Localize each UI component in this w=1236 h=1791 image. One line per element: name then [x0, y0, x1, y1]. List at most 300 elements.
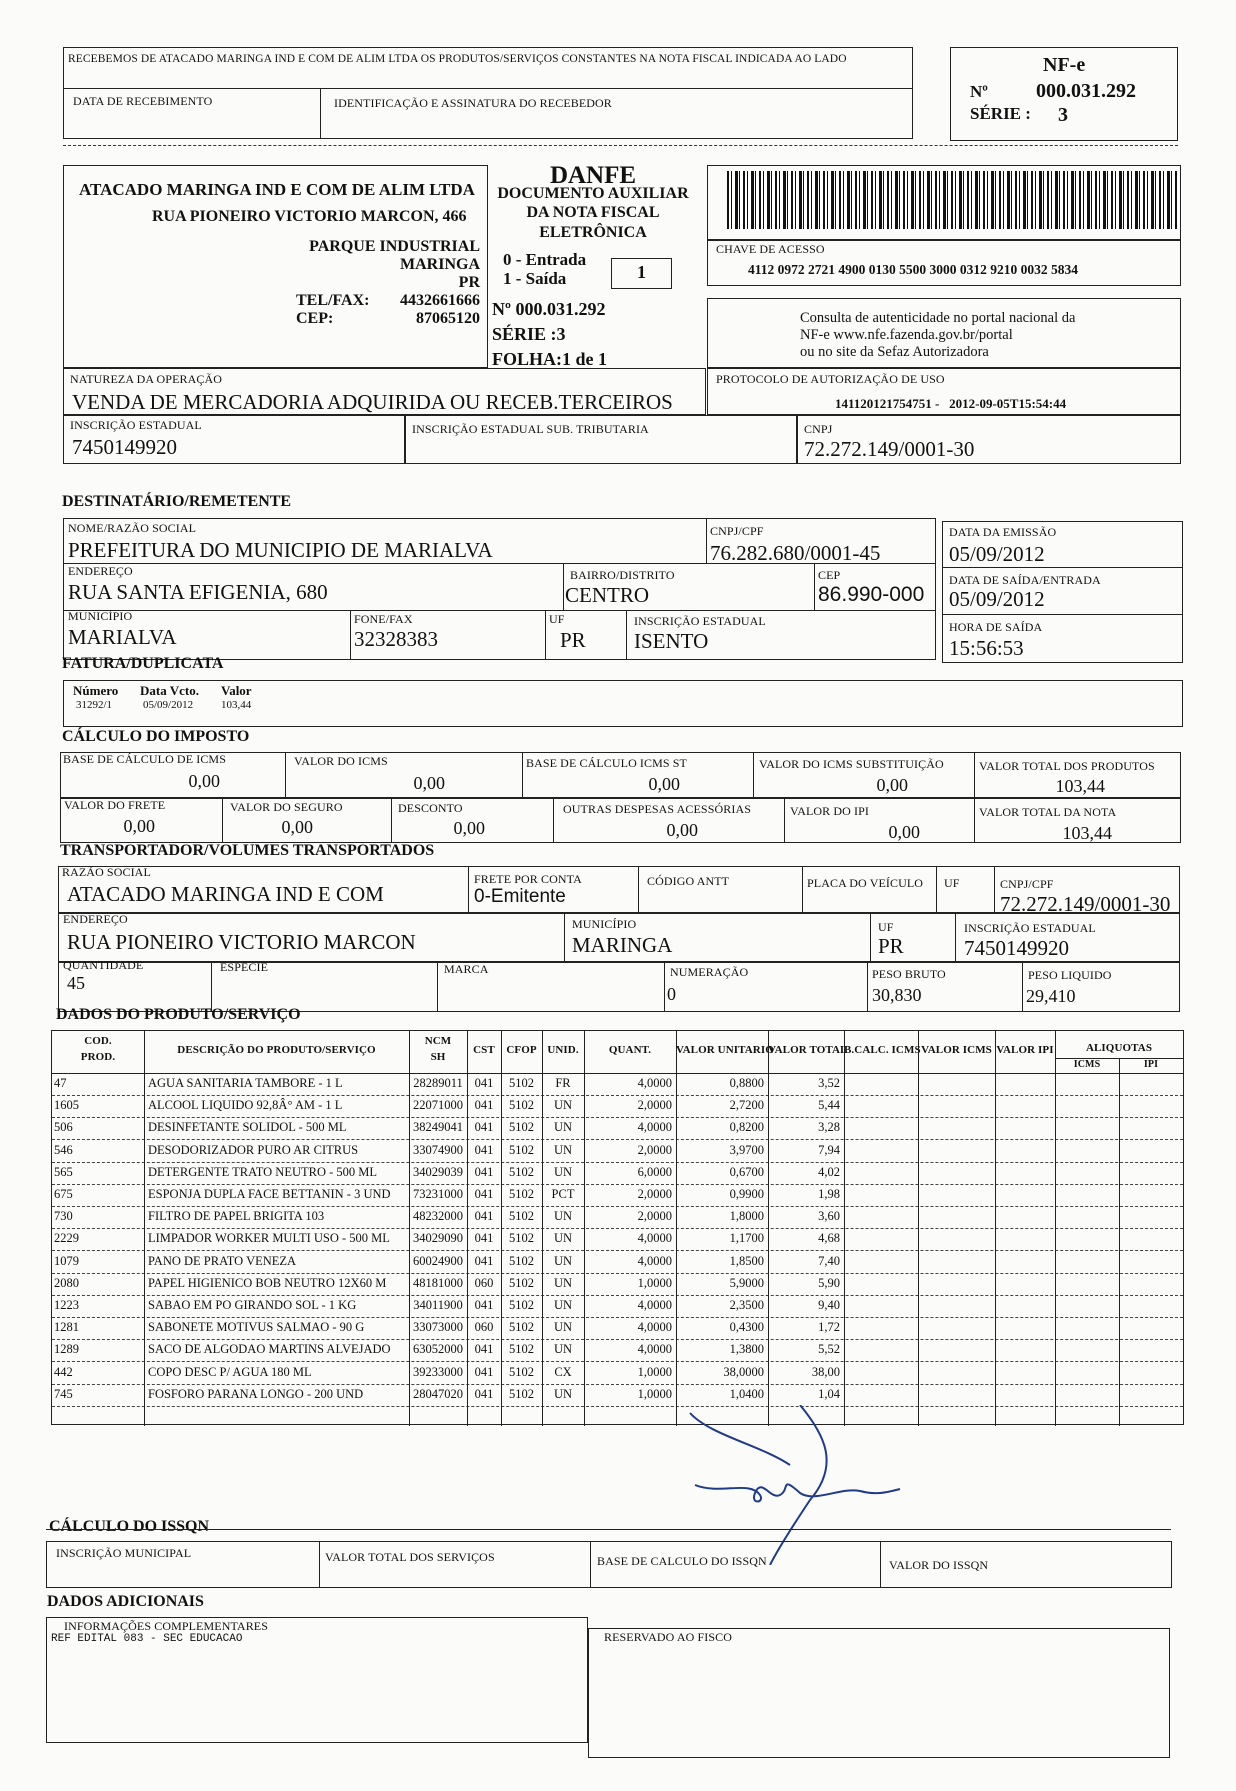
dest-bairro-label: BAIRRO/DISTRITO — [570, 568, 675, 582]
cell-desc: SABAO EM PO GIRANDO SOL - 1 KG — [148, 1298, 357, 1312]
ipi-label: VALOR DO IPI — [790, 804, 869, 818]
cell-desc: DESINFETANTE SOLIDOL - 500 ML — [148, 1120, 347, 1135]
cell-ncm: 63052000 — [413, 1342, 463, 1357]
base-st: 0,00 — [648, 774, 680, 794]
transp-liquido-label: PESO LIQUIDO — [1028, 968, 1112, 982]
fatura-valor: 103,44 — [221, 699, 252, 711]
cell-cst: 060 — [474, 1275, 494, 1290]
cell-cfop: 5102 — [509, 1253, 534, 1268]
cell-vunit: 2,3500 — [729, 1298, 764, 1312]
table-row — [52, 1118, 1183, 1140]
imposto-section: CÁLCULO DO IMPOSTO — [62, 728, 250, 745]
col-ncm-header: NCM — [424, 1035, 452, 1047]
cell-cod: 1605 — [54, 1098, 79, 1113]
cell-cod: 442 — [54, 1364, 73, 1379]
cell-ncm: 34011900 — [413, 1298, 463, 1312]
table-row — [52, 1141, 1183, 1163]
assinatura-field[interactable] — [323, 110, 911, 137]
cell-ncm: 60024900 — [413, 1253, 463, 1268]
desconto: 0,00 — [453, 818, 485, 838]
emitente-cidade: MARINGA — [400, 256, 480, 273]
consulta-line2: NF-e www.nfe.fazenda.gov.br/portal — [800, 327, 1013, 343]
cell-cst: 041 — [474, 1386, 494, 1401]
frete: 0,00 — [123, 816, 155, 836]
info-label: INFORMAÇÕES COMPLEMENTARES — [64, 1619, 268, 1633]
cell-cod: 1281 — [54, 1320, 79, 1335]
transp-cnpj: 72.272.149/0001-30 — [1000, 892, 1171, 916]
cell-cst: 041 — [474, 1098, 494, 1113]
canhoto-numero: 000.031.292 — [1036, 80, 1136, 102]
fatura-section: FATURA/DUPLICATA — [62, 655, 224, 672]
cell-cfop: 5102 — [509, 1209, 534, 1224]
cell-vunit: 1,1700 — [729, 1231, 764, 1246]
cell-cfop: 5102 — [509, 1164, 534, 1179]
cell-unid: UN — [553, 1386, 573, 1401]
cell-cod: 2080 — [54, 1275, 79, 1290]
transp-especie-label: ESPÉCIE — [220, 960, 269, 974]
cell-vunit: 3,9700 — [729, 1142, 764, 1157]
danfe-title: DANFE — [549, 162, 637, 189]
cell-vunit: 2,7200 — [729, 1098, 764, 1113]
cell-cfop: 5102 — [509, 1098, 534, 1113]
dest-uf: PR — [560, 628, 586, 652]
col-sh-header: SH — [430, 1051, 446, 1063]
total-prod: 103,44 — [1055, 776, 1105, 796]
cell-cst: 041 — [474, 1298, 494, 1312]
dest-fone-label: FONE/FAX — [354, 612, 413, 626]
cell-vtotal: 1,04 — [818, 1386, 840, 1401]
cell-desc: PANO DE PRATO VENEZA — [148, 1253, 297, 1268]
cell-unid: UN — [553, 1142, 573, 1157]
cell-vunit: 0,9900 — [729, 1187, 764, 1201]
cell-quant: 2,0000 — [637, 1187, 672, 1201]
col-vipi-header: VALOR IPI — [996, 1044, 1054, 1056]
cell-desc: ESPONJA DUPLA FACE BETTANIN - 3 UND — [148, 1187, 391, 1201]
cell-ncm: 28047020 — [413, 1386, 463, 1401]
chave-value: 4112 0972 2721 4900 0130 5500 3000 0312 9210 0032 5834 — [748, 262, 1079, 277]
cell-vtotal: 5,90 — [818, 1275, 840, 1290]
issqn-im-label: INSCRIÇÃO MUNICIPAL — [56, 1546, 192, 1560]
transp-bruto: 30,830 — [872, 985, 922, 1005]
chave-label: CHAVE DE ACESSO — [716, 242, 825, 256]
cell-cfop: 5102 — [509, 1320, 534, 1335]
cell-cod: 1289 — [54, 1342, 79, 1357]
cell-quant: 6,0000 — [637, 1164, 672, 1179]
ie-value: 7450149920 — [72, 435, 177, 459]
transp-frete-label: FRETE POR CONTA — [474, 872, 582, 886]
transp-qtd-label: QUANTIDADE — [63, 958, 144, 972]
ie-label: INSCRIÇÃO ESTADUAL — [70, 418, 202, 432]
cell-unid: FR — [555, 1076, 571, 1090]
col-cod-header: COD. — [84, 1035, 112, 1047]
icms-subst: 0,00 — [876, 775, 908, 795]
cell-cst: 041 — [474, 1164, 494, 1179]
danfe-sub1: DOCUMENTO AUXILIAR — [497, 185, 689, 202]
transp-bruto-label: PESO BRUTO — [872, 967, 946, 981]
emitente-cep: 87065120 — [416, 310, 480, 327]
table-row — [52, 1296, 1183, 1318]
cell-cfop: 5102 — [509, 1142, 534, 1157]
base-icms: 0,00 — [188, 771, 220, 791]
cell-unid: UN — [553, 1164, 573, 1179]
dest-saida: 05/09/2012 — [949, 587, 1045, 611]
cell-unid: UN — [553, 1275, 573, 1290]
cell-quant: 2,0000 — [637, 1098, 672, 1113]
dest-municipio: MARIALVA — [68, 625, 177, 649]
dest-cep-label: CEP — [818, 568, 841, 582]
cell-quant: 4,0000 — [637, 1076, 672, 1090]
cell-cst: 041 — [474, 1076, 494, 1090]
produtos-section: DADOS DO PRODUTO/SERVIÇO — [56, 1006, 301, 1023]
protocolo-label: PROTOCOLO DE AUTORIZAÇÃO DE USO — [716, 372, 945, 386]
cut-line — [63, 145, 1178, 146]
adicionais-section: DADOS ADICIONAIS — [47, 1593, 204, 1610]
cell-cst: 041 — [474, 1253, 494, 1268]
seguro: 0,00 — [281, 817, 313, 837]
fisco-label: RESERVADO AO FISCO — [604, 1630, 732, 1644]
dest-emissao-label: DATA DA EMISSÃO — [949, 525, 1057, 539]
cell-vtotal: 3,60 — [818, 1209, 840, 1224]
cell-cst: 041 — [474, 1364, 494, 1379]
cell-cfop: 5102 — [509, 1298, 534, 1312]
canhoto-header: RECEBEMOS DE ATACADO MARINGA IND E COM DE ALIM LTDA OS PRODUTOS/SERVIÇOS CONSTANTES NA NOTA FISCAL INDICADA AO LADO — [68, 53, 847, 65]
transp-endereco: RUA PIONEIRO VICTORIO MARCON — [67, 930, 416, 954]
issqn-base-label: BASE DE CALCULO DO ISSQN — [597, 1554, 767, 1568]
cell-cfop: 5102 — [509, 1231, 534, 1246]
cell-vtotal: 3,28 — [818, 1120, 840, 1135]
cell-vtotal: 4,68 — [818, 1231, 840, 1246]
col-cst-header: CST — [473, 1044, 495, 1056]
col-cfop-header: CFOP — [506, 1044, 537, 1056]
cell-vunit: 0,8200 — [729, 1120, 764, 1135]
cell-cod: 2229 — [54, 1231, 79, 1246]
fatura-numero: 31292/1 — [76, 699, 113, 711]
table-row — [52, 1207, 1183, 1229]
cell-quant: 2,0000 — [637, 1142, 672, 1157]
cell-cfop: 5102 — [509, 1386, 534, 1401]
fisco-box — [588, 1628, 1170, 1758]
fatura-vcto-label: Data Vcto. — [140, 683, 199, 698]
cell-quant: 1,0000 — [637, 1364, 672, 1379]
transporte-section: TRANSPORTADOR/VOLUMES TRANSPORTADOS — [60, 842, 435, 859]
cell-cst: 041 — [474, 1120, 494, 1135]
cell-ncm: 39233000 — [413, 1364, 463, 1379]
cell-vtotal: 3,52 — [818, 1076, 840, 1090]
table-row — [52, 1318, 1183, 1340]
transp-numeracao-label: NUMERAÇÃO — [670, 965, 749, 979]
transp-uf2: PR — [878, 934, 904, 958]
danfe-tipo: 1 — [637, 262, 646, 282]
cell-cod: 745 — [54, 1386, 73, 1401]
col-vunit-header: VALOR UNITARIO — [676, 1044, 774, 1056]
transp-liquido: 29,410 — [1026, 986, 1076, 1006]
cell-cfop: 5102 — [509, 1120, 534, 1135]
issqn-valor-label: VALOR DO ISSQN — [889, 1558, 989, 1572]
cell-cod: 546 — [54, 1142, 73, 1157]
cnpj-label: CNPJ — [804, 422, 833, 436]
cell-cod: 47 — [54, 1076, 67, 1090]
icms-subst-label: VALOR DO ICMS SUBSTITUIÇÃO — [759, 757, 944, 771]
danfe-folha: FOLHA:1 de 1 — [492, 349, 607, 369]
dest-endereco-label: ENDEREÇO — [68, 564, 133, 578]
cell-unid: UN — [553, 1209, 573, 1224]
table-row — [52, 1340, 1183, 1362]
fatura-numero-label: Número — [73, 683, 119, 698]
cell-cfop: 5102 — [509, 1364, 534, 1379]
cell-desc: COPO DESC P/ AGUA 180 ML — [148, 1364, 312, 1379]
barcode — [727, 171, 1179, 229]
col-aliq-header: ALIQUOTAS — [1085, 1042, 1153, 1054]
transp-municipio: MARINGA — [572, 933, 673, 957]
fatura-vcto: 05/09/2012 — [143, 699, 194, 711]
cell-vunit: 0,6700 — [729, 1164, 764, 1179]
cell-ncm: 34029039 — [413, 1164, 463, 1179]
cell-ncm: 48232000 — [413, 1209, 463, 1224]
danfe-serie: SÉRIE :3 — [492, 324, 566, 344]
cell-ncm: 33074900 — [413, 1142, 463, 1157]
col-unid-header: UNID. — [547, 1044, 579, 1056]
consulta-line3: ou no site da Sefaz Autorizadora — [800, 344, 989, 360]
table-row — [52, 1252, 1183, 1274]
cell-vtotal: 7,40 — [818, 1253, 840, 1268]
cell-unid: UN — [553, 1253, 573, 1268]
consulta-line1: Consulta de autenticidade no portal nacional da — [800, 310, 1076, 326]
emitente-bairro: PARQUE INDUSTRIAL — [309, 238, 480, 255]
cell-vunit: 1,0400 — [729, 1386, 764, 1401]
emitente-cep-label: CEP: — [296, 310, 334, 327]
transp-ie: 7450149920 — [964, 936, 1069, 960]
data-recebimento-field[interactable] — [65, 108, 317, 136]
cell-vtotal: 5,52 — [818, 1342, 840, 1357]
cell-quant: 1,0000 — [637, 1275, 672, 1290]
table-row — [52, 1163, 1183, 1185]
cell-desc: PAPEL HIGIENICO BOB NEUTRO 12X60 M — [148, 1275, 387, 1290]
danfe-sub2: DA NOTA FISCAL — [526, 204, 660, 221]
cell-unid: PCT — [551, 1187, 575, 1201]
col-prod-header: PROD. — [80, 1051, 116, 1063]
dest-municipio-label: MUNICÍPIO — [68, 609, 133, 623]
transp-frete: 0-Emitente — [474, 886, 566, 907]
cell-vunit: 1,8500 — [729, 1253, 764, 1268]
info-value: REF EDITAL 083 - SEC EDUCACAO — [51, 1633, 243, 1645]
dest-nome: PREFEITURA DO MUNICIPIO DE MARIALVA — [68, 538, 493, 562]
destinatario-section: DESTINATÁRIO/REMETENTE — [62, 493, 292, 510]
cell-cst: 041 — [474, 1231, 494, 1246]
cell-desc: FOSFORO PARANA LONGO - 200 UND — [148, 1386, 364, 1401]
ipi: 0,00 — [888, 822, 920, 842]
canhoto-serie-label: SÉRIE : — [970, 104, 1031, 123]
col-aliq-ipi-header: IPI — [1143, 1059, 1159, 1070]
seguro-label: VALOR DO SEGURO — [230, 800, 343, 814]
dest-cnpj-label: CNPJ/CPF — [710, 524, 764, 538]
total-prod-label: VALOR TOTAL DOS PRODUTOS — [979, 759, 1155, 773]
total-nota: 103,44 — [1062, 823, 1112, 843]
emitente-uf: PR — [458, 274, 480, 291]
issqn-section: CÁLCULO DO ISSQN — [49, 1518, 210, 1535]
cell-unid: UN — [553, 1342, 573, 1357]
cell-quant: 4,0000 — [637, 1298, 672, 1312]
nfe-title: NF-e — [1043, 54, 1086, 76]
cell-vunit: 38,0000 — [723, 1364, 764, 1379]
cell-quant: 4,0000 — [637, 1253, 672, 1268]
cell-cst: 041 — [474, 1342, 494, 1357]
dest-uf-label: UF — [549, 612, 565, 626]
dest-nome-label: NOME/RAZÃO SOCIAL — [68, 521, 197, 535]
dest-fone: 32328383 — [354, 627, 438, 651]
outras-label: OUTRAS DESPESAS ACESSÓRIAS — [563, 802, 751, 816]
total-nota-label: VALOR TOTAL DA NOTA — [979, 805, 1117, 819]
dest-ie: ISENTO — [634, 629, 709, 653]
cell-ncm: 22071000 — [413, 1098, 463, 1113]
danfe-sub3: ELETRÔNICA — [539, 224, 647, 241]
natureza-label: NATUREZA DA OPERAÇÃO — [70, 372, 223, 386]
cell-cod: 506 — [54, 1120, 73, 1135]
danfe-numero: Nº 000.031.292 — [492, 299, 606, 319]
cell-cst: 041 — [474, 1209, 494, 1224]
outras: 0,00 — [666, 820, 698, 840]
cell-vunit: 5,9000 — [729, 1275, 764, 1290]
cell-cfop: 5102 — [509, 1342, 534, 1357]
col-aliq-icms-header: ICMS — [1073, 1059, 1101, 1070]
cnpj-value: 72.272.149/0001-30 — [804, 437, 975, 461]
cell-ncm: 28289011 — [413, 1076, 463, 1090]
cell-vunit: 0,4300 — [729, 1320, 764, 1335]
cell-vtotal: 1,72 — [818, 1320, 840, 1335]
cell-vtotal: 1,98 — [818, 1187, 840, 1201]
cell-cod: 1223 — [54, 1298, 79, 1312]
emitente-endereco: RUA PIONEIRO VICTORIO MARCON, 466 — [152, 208, 467, 225]
protocolo-value: 141120121754751 - 2012-09-05T15:54:44 — [835, 396, 1067, 411]
cell-ncm: 73231000 — [413, 1187, 463, 1201]
canhoto-numero-label: Nº — [970, 82, 988, 101]
transp-municipio-label: MUNICÍPIO — [572, 917, 637, 931]
transp-cnpj-label: CNPJ/CPF — [1000, 877, 1054, 891]
cell-ncm: 48181000 — [413, 1275, 463, 1290]
cell-cfop: 5102 — [509, 1275, 534, 1290]
cell-ncm: 34029090 — [413, 1231, 463, 1246]
cell-unid: UN — [553, 1298, 573, 1312]
issqn-total-label: VALOR TOTAL DOS SERVIÇOS — [325, 1550, 495, 1564]
dest-ie-label: INSCRIÇÃO ESTADUAL — [634, 614, 766, 628]
canhoto-serie: 3 — [1058, 104, 1068, 126]
cell-cfop: 5102 — [509, 1076, 534, 1090]
cell-unid: UN — [553, 1231, 573, 1246]
table-row — [52, 1185, 1183, 1207]
transp-uf2-label: UF — [878, 920, 894, 934]
emitente-nome: ATACADO MARINGA IND E COM DE ALIM LTDA — [79, 180, 475, 199]
cell-vtotal: 7,94 — [818, 1142, 840, 1157]
table-row — [52, 1274, 1183, 1296]
transp-ie-label: INSCRIÇÃO ESTADUAL — [964, 921, 1096, 935]
transp-marca-label: MARCA — [444, 962, 489, 976]
table-row — [52, 1229, 1183, 1251]
transp-razao: ATACADO MARINGA IND E COM — [67, 882, 384, 906]
cell-vunit: 0,8800 — [729, 1076, 764, 1090]
cell-desc: FILTRO DE PAPEL BRIGITA 103 — [148, 1209, 325, 1224]
cell-quant: 4,0000 — [637, 1320, 672, 1335]
cell-desc: SACO DE ALGODAO MARTINS ALVEJADO — [148, 1342, 391, 1357]
table-row — [52, 1363, 1183, 1385]
valor-icms-label: VALOR DO ICMS — [294, 754, 388, 768]
col-bcalc-header: B.CALC. ICMS — [844, 1044, 921, 1056]
dest-hora: 15:56:53 — [949, 636, 1024, 660]
data-recebimento-label: DATA DE RECEBIMENTO — [73, 94, 213, 108]
cell-desc: DESODORIZADOR PURO AR CITRUS — [148, 1142, 359, 1157]
ie-st-label: INSCRIÇÃO ESTADUAL SUB. TRIBUTARIA — [412, 422, 649, 436]
cell-cst: 041 — [474, 1187, 494, 1201]
fatura-valor-label: Valor — [221, 683, 252, 698]
danfe-saida: 1 - Saída — [503, 269, 567, 288]
col-vtotal-header: VALOR TOTAL — [768, 1044, 848, 1056]
cell-unid: CX — [554, 1364, 572, 1379]
dest-hora-label: HORA DE SAÍDA — [949, 620, 1043, 634]
dest-endereco: RUA SANTA EFIGENIA, 680 — [68, 580, 328, 604]
cell-desc: DETERGENTE TRATO NEUTRO - 500 ML — [148, 1164, 378, 1179]
cell-desc: SABONETE MOTIVUS SALMAO - 90 G — [148, 1320, 365, 1335]
cell-unid: UN — [553, 1320, 573, 1335]
cell-cod: 730 — [54, 1209, 73, 1224]
dest-saida-label: DATA DE SAÍDA/ENTRADA — [949, 573, 1101, 587]
table-row — [52, 1096, 1183, 1118]
col-quant-header: QUANT. — [608, 1044, 652, 1056]
table-row — [52, 1074, 1183, 1096]
cell-vunit: 1,3800 — [729, 1342, 764, 1357]
cell-cst: 060 — [474, 1320, 494, 1335]
emitente-tel-label: TEL/FAX: — [296, 292, 370, 309]
cell-quant: 2,0000 — [637, 1209, 672, 1224]
cell-unid: UN — [553, 1098, 573, 1113]
danfe-entrada: 0 - Entrada — [503, 250, 587, 269]
cell-vtotal: 4,02 — [818, 1164, 840, 1179]
dest-emissao: 05/09/2012 — [949, 542, 1045, 566]
table-row — [52, 1385, 1183, 1407]
cell-desc: ALCOOL LIQUIDO 92,8Â° AM - 1 L — [148, 1098, 343, 1113]
transp-placa-label: PLACA DO VEÍCULO — [807, 876, 924, 890]
cell-quant: 4,0000 — [637, 1231, 672, 1246]
cell-cst: 041 — [474, 1142, 494, 1157]
transp-qtd: 45 — [67, 973, 85, 993]
dest-cep: 86.990-000 — [818, 583, 925, 606]
transp-endereco-label: ENDEREÇO — [63, 912, 128, 926]
cell-cfop: 5102 — [509, 1187, 534, 1201]
base-icms-label: BASE DE CÁLCULO DE ICMS — [63, 752, 226, 766]
cell-quant: 4,0000 — [637, 1342, 672, 1357]
cell-ncm: 38249041 — [413, 1120, 463, 1135]
cell-vtotal: 5,44 — [818, 1098, 840, 1113]
col-desc-header: DESCRIÇÃO DO PRODUTO/SERVIÇO — [177, 1044, 376, 1056]
dest-bairro: CENTRO — [565, 583, 649, 607]
frete-label: VALOR DO FRETE — [64, 798, 166, 812]
base-st-label: BASE DE CÁLCULO ICMS ST — [526, 756, 687, 770]
emitente-tel: 4432661666 — [400, 292, 480, 309]
cell-quant: 1,0000 — [637, 1386, 672, 1401]
desconto-label: DESCONTO — [398, 801, 463, 815]
identificacao-label: IDENTIFICAÇÃO E ASSINATURA DO RECEBEDOR — [334, 96, 612, 110]
cell-unid: UN — [553, 1120, 573, 1135]
cell-desc: AGUA SANITARIA TAMBORE - 1 L — [148, 1076, 343, 1090]
transp-uf-label: UF — [944, 876, 960, 890]
valor-icms: 0,00 — [413, 773, 445, 793]
cell-desc: LIMPADOR WORKER MULTI USO - 500 ML — [148, 1231, 390, 1246]
transp-razao-label: RAZÃO SOCIAL — [62, 865, 151, 879]
cell-vunit: 1,8000 — [729, 1209, 764, 1224]
cell-vtotal: 9,40 — [818, 1298, 840, 1312]
col-vicms-header: VALOR ICMS — [921, 1044, 992, 1056]
cell-vtotal: 38,00 — [811, 1364, 840, 1379]
cell-cod: 1079 — [54, 1253, 79, 1268]
transp-antt-label: CÓDIGO ANTT — [647, 874, 730, 888]
cell-cod: 675 — [54, 1187, 73, 1201]
